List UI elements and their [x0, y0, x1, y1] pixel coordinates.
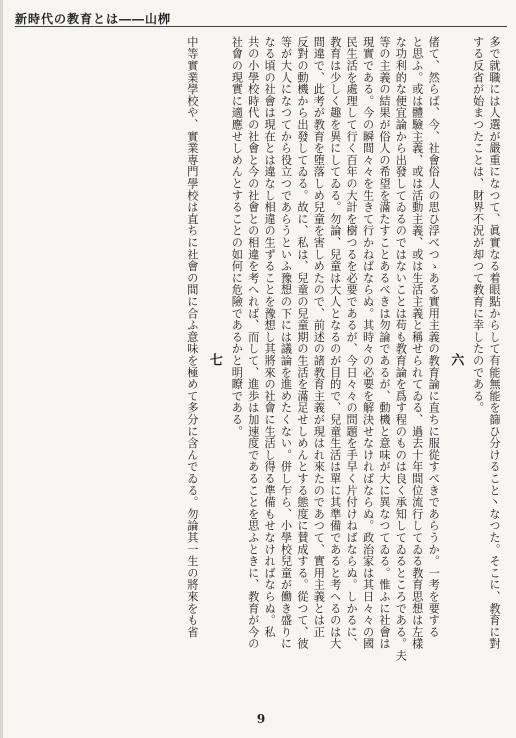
- text-column: 社會の現實に適應せしめんとすることの如何に危險であるかと明瞭である。: [230, 36, 244, 438]
- section-number: 七: [206, 353, 222, 367]
- text-column: 等が大人になつてから役立つであらうといふ豫想の下には議論を進めたくない。併し乍ら、小學校兒童が働き盛りに: [279, 36, 293, 650]
- text-column: な功利的な便宜論から出發してゐるのではないことは苟も教育論を爲す程のものは良く承知してゐるところである。夫: [394, 36, 408, 662]
- text-column: 偖て、然らば、今、社會俗人の思ひ浮べつゝある實用主義の教育論に直ちに服從すべきであらうか。一考を要する: [427, 36, 441, 638]
- text-column: する反省が始まつたことは、財界不況が却つて教育に幸したのである。: [471, 36, 485, 414]
- text-column: 教育は少しく趣を異にしてゐる。勿論、兒童は大人となるのが目的で、兒童生活は單に其準備であると考へるのは大: [328, 36, 342, 650]
- section-number: 六: [448, 353, 464, 367]
- text-column: なる頃の社會は現在とは違なし相違の生ずることを豫想し其將來の社會に生活し得る準備もせなければならぬ。私: [263, 36, 277, 638]
- text-column: 多で就職には人選が嚴重になつて、眞實なる着眼點からして有能無能を篩ひ分けること丶なつた。そこに、教育に對: [488, 36, 501, 650]
- text-column: 反對の動機から出發してゐる。故に、私は、兒童の兒童期の生活を滿足せしめんとする態度に賛成する。從つて、彼: [295, 36, 309, 650]
- text-column: 中等實業學校や、實業専門學校は直ちに社會の間に合ふ意味を極めて多分に含んでゐる。勿論其一生の將來をも省: [185, 36, 199, 638]
- vertical-body-text: [14, 36, 502, 684]
- running-head: 新時代の教育とは――山栁: [15, 12, 172, 26]
- text-column: 現實である。今の瞬間々々を生きて行かねばならぬ。其時々の必要を解決せなければならぬ。政治家は其日々々の國: [361, 36, 375, 650]
- header-rule: [15, 26, 507, 27]
- page-header: [15, 10, 507, 32]
- text-column: 間違で、此考が教育を堕落しめ兒童を害しめたので、前述の諸教育主義が現はれ來たのであつて、實用主義とは正: [312, 36, 326, 638]
- text-column: 民生活を處理して行く百年の大計を樹つるを必要であるが、今日々々の問題を手早く片付けねばならぬ。しかるに、: [345, 36, 359, 650]
- text-column: 等の主義の結果が俗人の希望を滿たすことあるべきは勿論であるが、動機と意味が大に異なつてゐる。惟ふに社會は: [377, 36, 391, 650]
- text-column: と思ふ。或は體驗主義、或は活動主義、或は生活主義と稱せられてゐる、過去十年間位流行してゐる教育思想は左樣: [410, 36, 424, 650]
- text-column: 共の小學校時代の社會と今の社會との相違を考へれば、而して、進歩は加速度であることを思ふときに、教育が今の: [246, 36, 260, 650]
- page-number: 9: [256, 712, 266, 726]
